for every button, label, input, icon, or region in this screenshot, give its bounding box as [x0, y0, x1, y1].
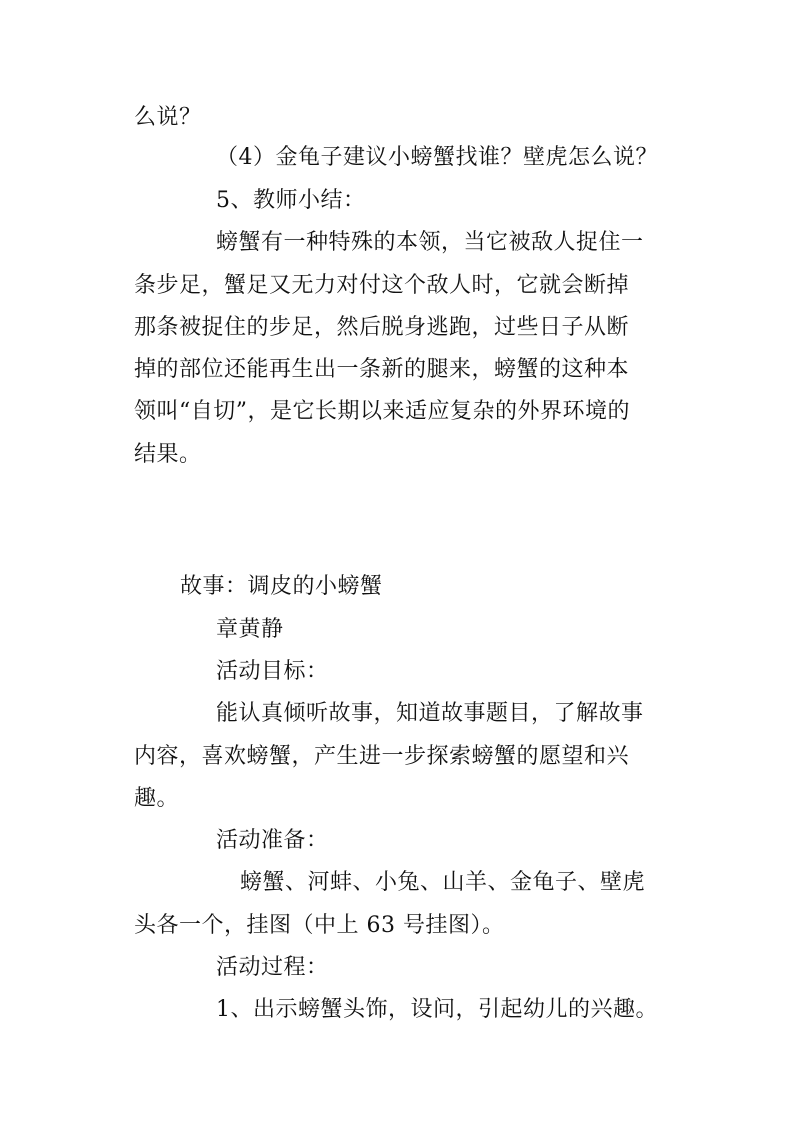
text-line: 领叫“自切”，是它长期以来适应复杂的外界环境的: [134, 399, 630, 424]
text-line: 结果。: [134, 442, 202, 467]
text-line: 趣。: [134, 786, 180, 811]
section-heading: 活动目标：: [216, 659, 329, 684]
section-heading: 活动过程：: [216, 955, 329, 980]
text-line: 掉的部位还能再生出一条新的腿来，螃蟹的这种本: [134, 357, 630, 382]
author-name: 章黄静: [216, 617, 284, 642]
section-heading: 活动准备：: [216, 828, 329, 853]
story-title: 故事：调皮的小螃蟹: [180, 574, 383, 599]
text-line: 1、出示螃蟹头饰，设问，引起幼儿的兴趣。: [216, 997, 658, 1022]
text-line: 5、教师小结：: [216, 188, 366, 213]
text-line: 螃蟹、河蚌、小兔、山羊、金龟子、壁虎: [240, 870, 646, 895]
text-line: 内容，喜欢螃蟹，产生进一步探索螃蟹的愿望和兴: [134, 744, 630, 769]
text-line: 么说？: [134, 105, 202, 130]
text-line: 条步足，蟹足又无力对付这个敌人时，它就会断掉: [134, 273, 630, 298]
text-line: 螃蟹有一种特殊的本领，当它被敌人捉住一: [216, 230, 644, 255]
text-line: （4）金龟子建议小螃蟹找谁？壁虎怎么说？: [216, 145, 658, 170]
text-line: 头各一个，挂图（中上 63 号挂图）。: [134, 913, 505, 938]
text-line: 那条被捉住的步足，然后脱身逃跑，过些日子从断: [134, 315, 630, 340]
text-line: 能认真倾听故事，知道故事题目，了解故事: [216, 701, 644, 726]
